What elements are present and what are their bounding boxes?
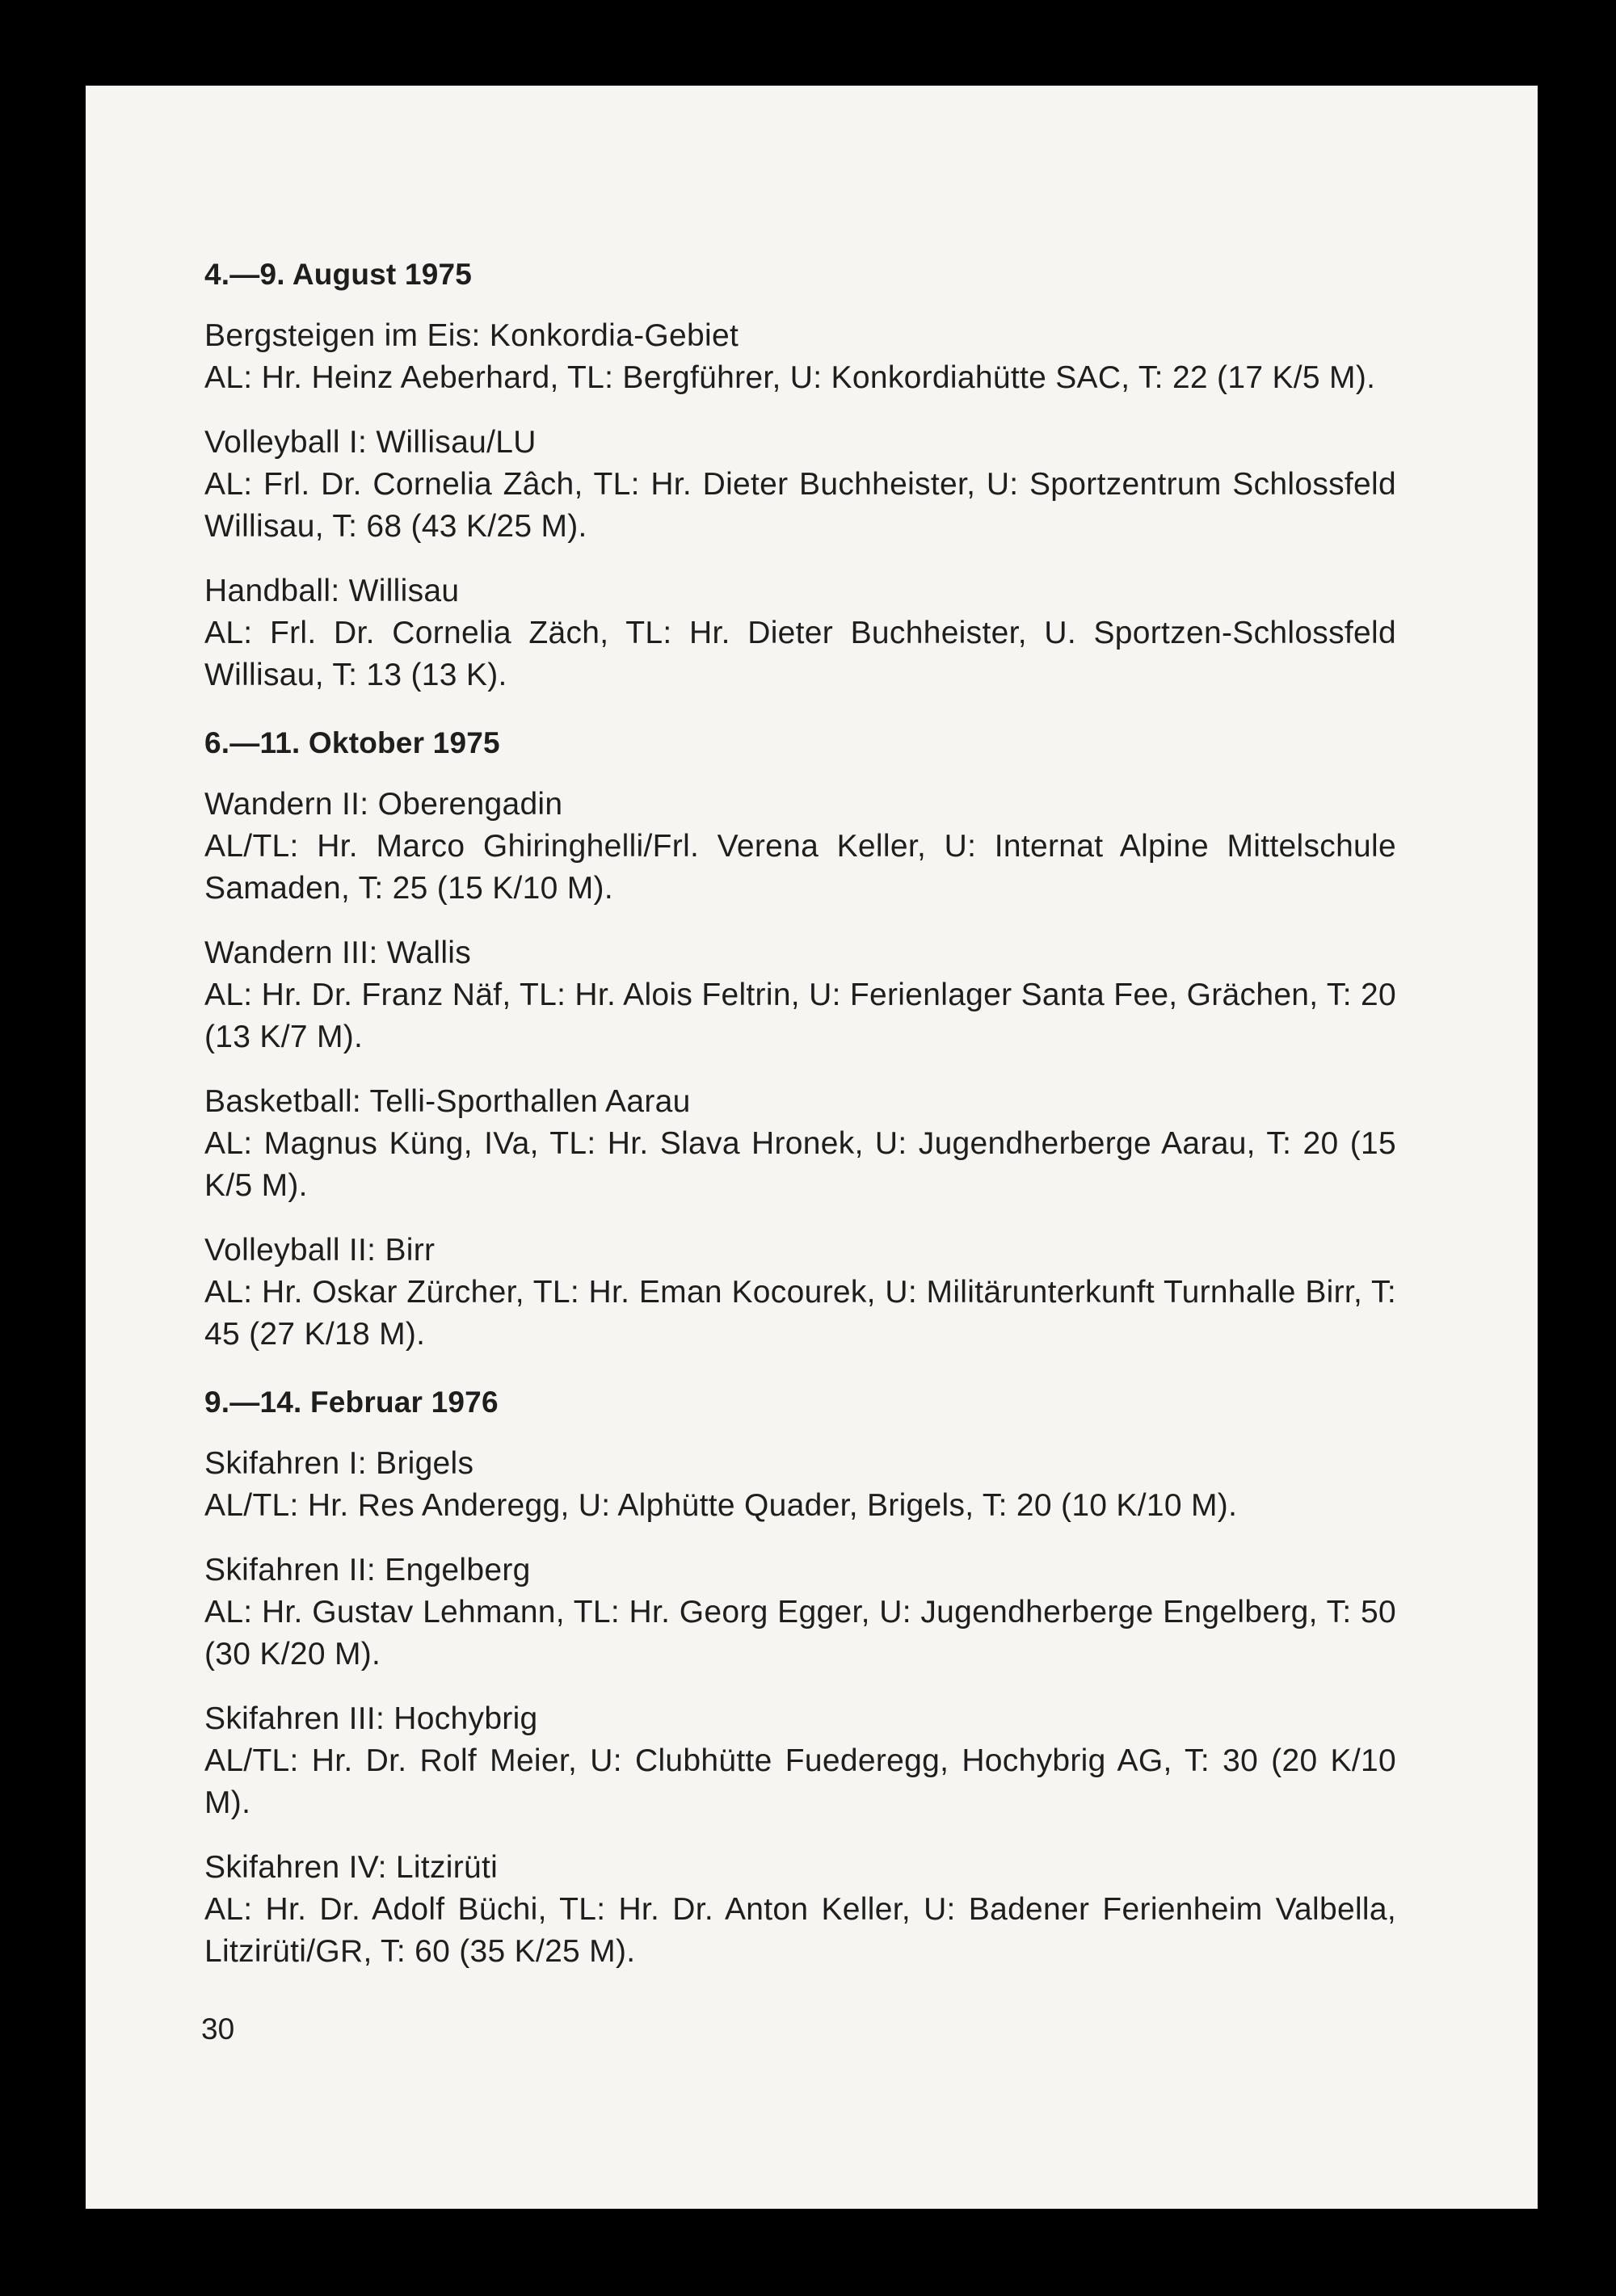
section-heading: 9.—14. Februar 1976	[204, 1386, 499, 1419]
entry-details: AL: Hr. Dr. Adolf Büchi, TL: Hr. Dr. Anton Keller, U: Badener Ferienheim Valbella, Litzirüti/GR, T: 60 (35 K/25 M).	[204, 1892, 1396, 1969]
entry-details: AL: Hr. Gustav Lehmann, TL: Hr. Georg Egger, U: Jugendherberge Engelberg, T: 50 (30 K/20 M).	[204, 1595, 1396, 1672]
entry-title: Volleyball II: Birr	[204, 1233, 436, 1268]
entry-details: AL: Hr. Dr. Franz Näf, TL: Hr. Alois Feltrin, U: Ferienlager Santa Fee, Grächen, T: 20 (13 K/7 M).	[204, 978, 1396, 1054]
entry-title: Bergsteigen im Eis: Konkordia-Gebiet	[204, 318, 739, 353]
entry	[204, 1698, 1396, 1824]
entry	[204, 422, 1396, 548]
section-heading: 4.—9. August 1975	[204, 258, 473, 291]
entry	[204, 784, 1396, 910]
entry	[204, 570, 1396, 696]
entry	[204, 315, 1396, 399]
entry-details: AL/TL: Hr. Marco Ghiringhelli/Frl. Verena Keller, U: Internat Alpine Mittelschule Samaden, T: 25 (15 K/10 M).	[204, 829, 1396, 906]
entry	[204, 932, 1396, 1058]
entry	[204, 1230, 1396, 1356]
entry	[204, 1443, 1396, 1527]
entry-details: AL/TL: Hr. Res Anderegg, U: Alphütte Quader, Brigels, T: 20 (10 K/10 M).	[204, 1488, 1238, 1523]
entry-details: AL: Magnus Küng, IVa, TL: Hr. Slava Hronek, U: Jugendherberge Aarau, T: 20 (15 K/5 M).	[204, 1126, 1396, 1203]
page-content	[204, 255, 1396, 1973]
entry-title: Skifahren II: Engelberg	[204, 1553, 531, 1587]
entry-details: AL: Frl. Dr. Cornelia Zâch, TL: Hr. Dieter Buchheister, U: Sportzentrum Schlossfeld Willisau, T: 68 (43 K/25 M).	[204, 467, 1396, 544]
page-number: 30	[201, 2012, 235, 2046]
entry	[204, 1550, 1396, 1676]
entry-details: AL/TL: Hr. Dr. Rolf Meier, U: Clubhütte Fuederegg, Hochybrig AG, T: 30 (20 K/10 M).	[204, 1743, 1396, 1820]
entry	[204, 1847, 1396, 1973]
document-page	[86, 86, 1538, 2209]
section-heading: 6.—11. Oktober 1975	[204, 726, 500, 759]
entry	[204, 1081, 1396, 1207]
entry-details: AL: Frl. Dr. Cornelia Zäch, TL: Hr. Dieter Buchheister, U. Sportzen-Schlossfeld Willisau, T: 13 (13 K).	[204, 616, 1396, 692]
entry-title: Basketball: Telli-Sporthallen Aarau	[204, 1084, 691, 1119]
entry-details: AL: Hr. Heinz Aeberhard, TL: Bergführer, U: Konkordiahütte SAC, T: 22 (17 K/5 M).	[204, 360, 1376, 395]
entry-title: Wandern II: Oberengadin	[204, 787, 563, 822]
entry-title: Skifahren IV: Litzirüti	[204, 1850, 499, 1885]
entry-details: AL: Hr. Oskar Zürcher, TL: Hr. Eman Kocourek, U: Militärunterkunft Turnhalle Birr, T: 45 (27 K/18 M).	[204, 1275, 1396, 1352]
entry-title: Skifahren III: Hochybrig	[204, 1701, 538, 1736]
entry-title: Handball: Willisau	[204, 574, 460, 608]
entry-title: Wandern III: Wallis	[204, 936, 472, 970]
entry-title: Volleyball I: Willisau/LU	[204, 425, 537, 460]
entry-title: Skifahren I: Brigels	[204, 1446, 474, 1481]
